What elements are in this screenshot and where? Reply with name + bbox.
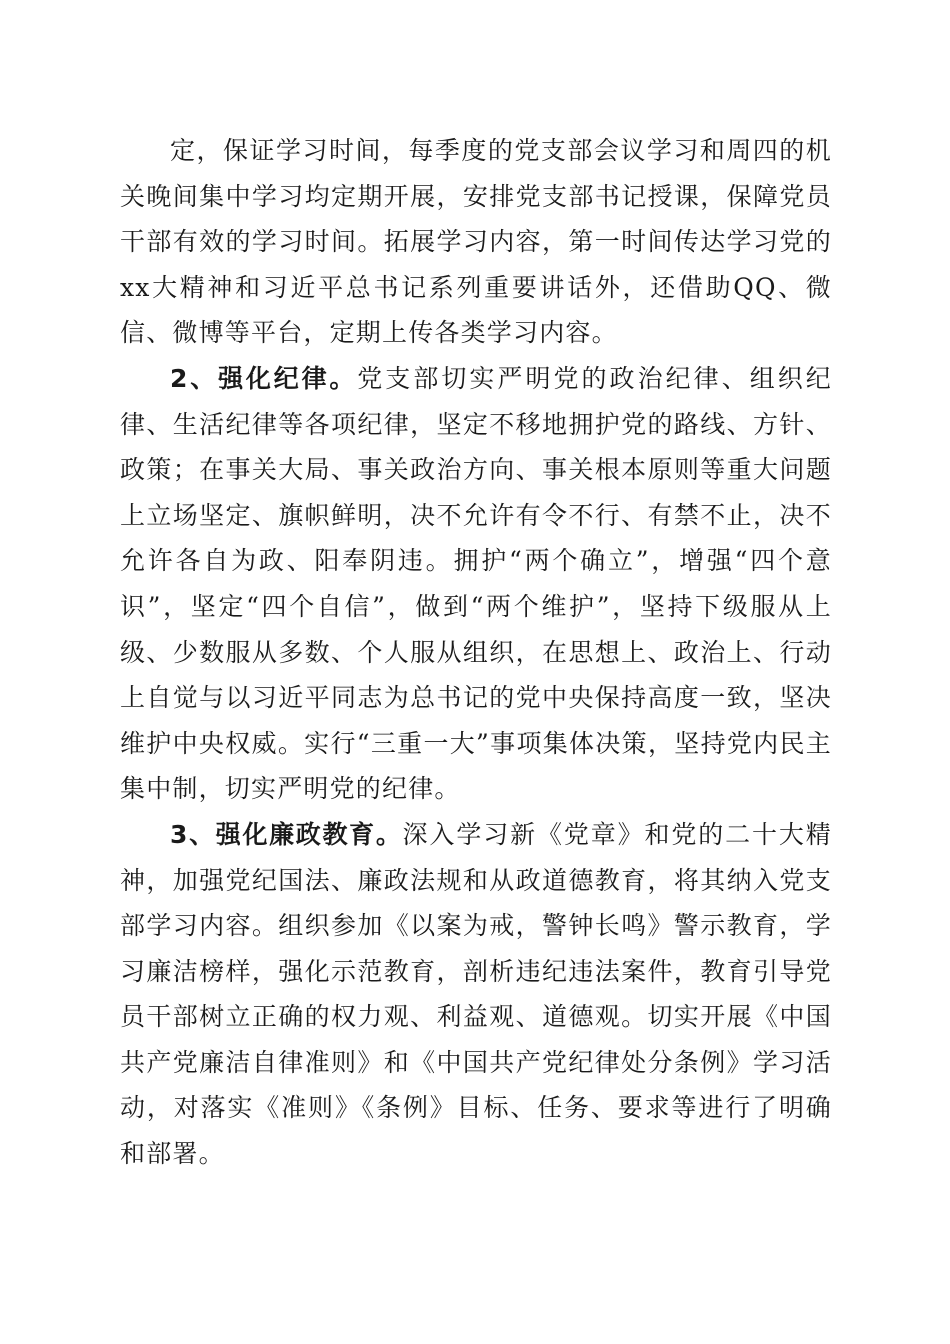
section-heading: 3、强化廉政教育。 <box>170 819 403 849</box>
document-body <box>120 128 832 1177</box>
paragraph-text: 深入学习新《党章》和党的二十大精神，加强党纪国法、廉政法规和从政道德教育，将其纳入党支部学习内容。组织参加《以案为戒，警钟长鸣》警示教育，学习廉洁榜样，强化示范教育，剖析违纪违法案件，教育引导党员干部树立正确的权力观、利益观、道德观。切实开展《中国共产党廉洁自律准则》和《中国共产党纪律处分条例》学习活动，对落实《准则》《条例》目标、任务、要求等进行了明确和部署。 <box>120 819 832 1169</box>
paragraph-strengthen-discipline <box>120 356 832 812</box>
paragraph-text: 党支部切实严明党的政治纪律、组织纪律、生活纪律等各项纪律，坚定不移地拥护党的路线、方针、政策；在事关大局、事关政治方向、事关根本原则等重大问题上立场坚定、旗帜鲜明，决不允许有令不行、有禁不止，决不允许各自为政、阳奉阴违。拥护“两个确立”，增强“四个意识”，坚定“四个自信”，做到“两个维护”，坚持下级服从上级、少数服从多数、个人服从组织，在思想上、政治上、行动上自觉与以习近平同志为总书记的党中央保持高度一致，坚决维护中央权威。实行“三重一大”事项集体决策，坚持党内民主集中制，切实严明党的纪律。 <box>120 363 832 804</box>
section-heading: 2、强化纪律。 <box>170 363 358 393</box>
paragraph-integrity-education <box>120 812 832 1177</box>
paragraph-study-time <box>120 128 832 356</box>
paragraph-text: 定，保证学习时间，每季度的党支部会议学习和周四的机关晚间集中学习均定期开展，安排党支部书记授课，保障党员干部有效的学习时间。拓展学习内容，第一时间传达学习党的xx大精神和习近平总书记系列重要讲话外，还借助QQ、微信、微博等平台，定期上传各类学习内容。 <box>120 136 832 348</box>
